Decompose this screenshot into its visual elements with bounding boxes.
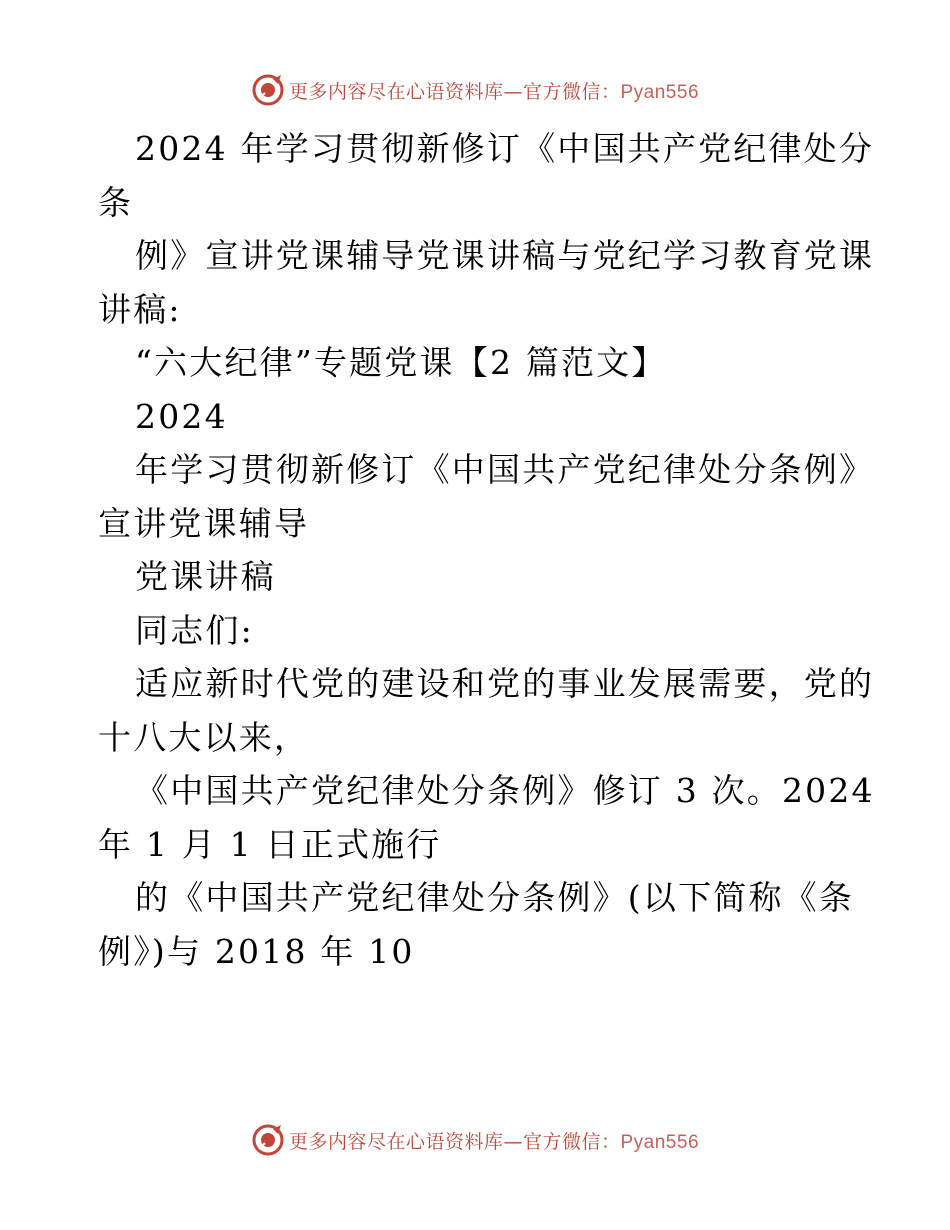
footer-banner-label: 更多内容尽在心语资料库—官方微信：	[288, 1130, 621, 1153]
header-banner-label: 更多内容尽在心语资料库—官方微信：	[288, 80, 621, 103]
brand-seal-icon	[251, 1123, 285, 1157]
title-line-1: 2024 年学习贯彻新修订《中国共产党纪律处分	[135, 129, 875, 168]
title-line-2: 条	[98, 182, 134, 222]
document-body	[98, 122, 875, 978]
heading-line-4: 党课讲稿	[135, 557, 276, 596]
heading-line-2: 年学习贯彻新修订《中国共产党纪律处分条例》	[135, 450, 875, 489]
header-banner-text	[289, 77, 699, 104]
title-line-3: 例》宣讲党课辅导党课讲稿与党纪学习教育党课	[135, 236, 875, 275]
heading-line-1: 2024	[135, 396, 228, 436]
title-line-4: 讲稿:	[98, 289, 182, 329]
paragraph-line-5: 的《中国共产党纪律处分条例》(以下简称《条	[135, 878, 855, 917]
subtitle-line: “六大纪律”专题党课【2 篇范文】	[135, 343, 667, 382]
footer-banner-text	[289, 1127, 699, 1154]
salutation: 同志们:	[135, 610, 254, 650]
paragraph-line-6: 例》)与 2018 年 10	[98, 931, 415, 971]
footer-wechat-id: Pyan556	[620, 1131, 700, 1153]
paragraph-line-4: 年 1 月 1 日正式施行	[98, 824, 442, 864]
paragraph-line-2: 十八大以来，	[98, 717, 310, 757]
paragraph-line-3: 《中国共产党纪律处分条例》修订 3 次。2024	[135, 771, 875, 810]
header-banner	[0, 70, 950, 110]
paragraph-line-1: 适应新时代党的建设和党的事业发展需要，党的	[135, 664, 875, 703]
heading-line-3: 宣讲党课辅导	[98, 503, 310, 543]
brand-seal-icon	[251, 73, 285, 107]
footer-banner	[0, 1120, 950, 1160]
header-wechat-id: Pyan556	[620, 81, 700, 103]
